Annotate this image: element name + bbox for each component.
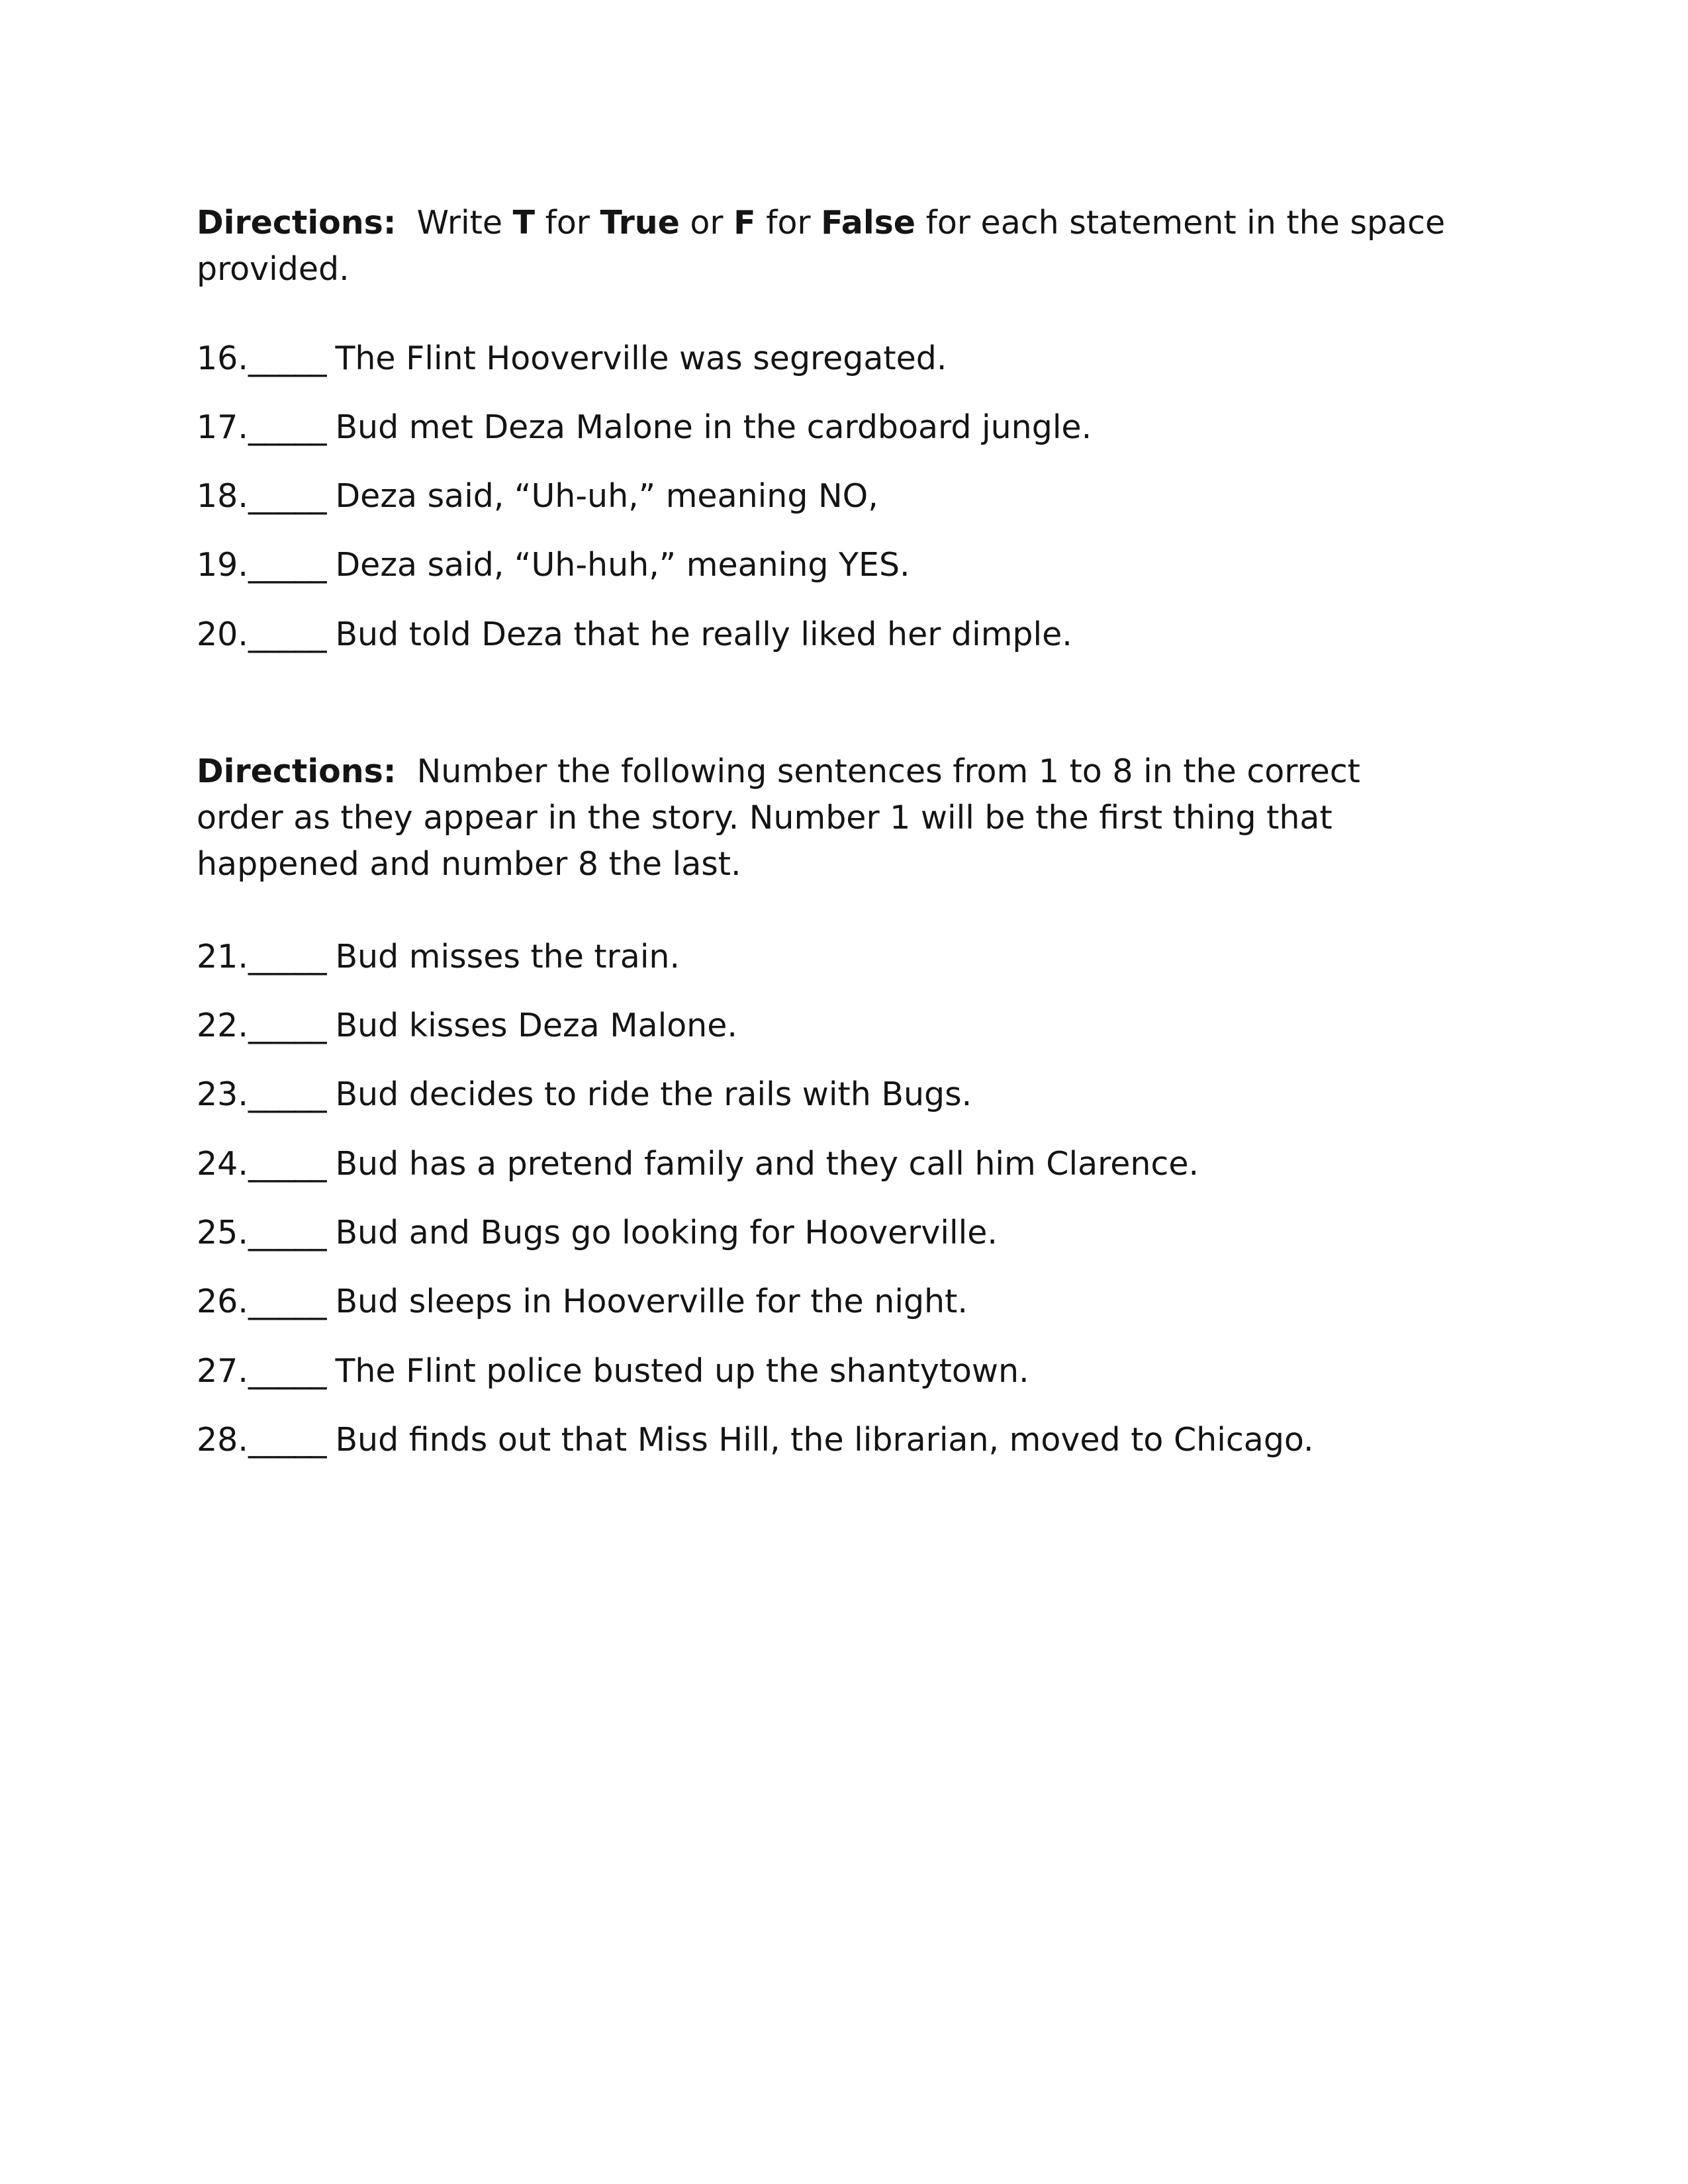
directions-bold-true: True: [600, 204, 680, 242]
question-text: Bud finds out that Miss Hill, the librarian, moved to Chicago.: [335, 1421, 1314, 1459]
question-text: Bud misses the train.: [335, 938, 680, 976]
directions-label: Directions:: [197, 752, 397, 790]
answer-blank[interactable]: _____: [248, 1283, 326, 1320]
question-number: 17.: [197, 408, 248, 446]
question-item: [197, 542, 1521, 588]
answer-blank[interactable]: _____: [248, 408, 326, 446]
question-item: [197, 1141, 1521, 1187]
directions-bold-false: False: [821, 204, 916, 242]
answer-blank[interactable]: _____: [248, 1007, 326, 1044]
question-number: 21.: [197, 938, 248, 976]
answer-blank[interactable]: _____: [248, 340, 326, 377]
answer-blank[interactable]: _____: [248, 1075, 326, 1113]
answer-blank[interactable]: _____: [248, 546, 326, 584]
question-item: [197, 612, 1521, 658]
question-number: 26.: [197, 1283, 248, 1320]
question-item: [197, 473, 1521, 520]
question-number: 27.: [197, 1352, 248, 1390]
question-number: 28.: [197, 1421, 248, 1459]
directions-ordering: [197, 749, 1454, 887]
answer-blank[interactable]: _____: [248, 615, 326, 653]
answer-blank[interactable]: _____: [248, 1145, 326, 1183]
question-number: 16.: [197, 340, 248, 377]
question-item: [197, 1210, 1521, 1256]
question-item: [197, 1348, 1521, 1394]
question-item: [197, 404, 1521, 451]
question-text: Bud kisses Deza Malone.: [335, 1007, 737, 1044]
directions-text: Number the following sentences from 1 to 8 in the correct order as they appear in the story. Number 1 will be the first thing that happened and number 8 the last.: [197, 752, 1360, 883]
question-text: The Flint Hooverville was segregated.: [335, 340, 947, 377]
directions-label: Directions:: [197, 204, 397, 242]
question-number: 24.: [197, 1145, 248, 1183]
directions-text-part: for: [535, 204, 600, 242]
question-text: Deza said, “Uh-huh,” meaning YES.: [335, 546, 910, 584]
question-text: Bud and Bugs go looking for Hooverville.: [335, 1214, 998, 1251]
answer-blank[interactable]: _____: [248, 1421, 326, 1459]
answer-blank[interactable]: _____: [248, 477, 326, 515]
question-text: Bud has a pretend family and they call him Clarence.: [335, 1145, 1199, 1183]
directions-bold-t: T: [512, 204, 535, 242]
question-number: 18.: [197, 477, 248, 515]
question-item: [197, 1417, 1521, 1463]
question-item: [197, 1071, 1521, 1118]
question-text: Deza said, “Uh-uh,” meaning NO,: [335, 477, 878, 515]
question-item: [197, 1279, 1521, 1325]
question-text: Bud met Deza Malone in the cardboard jungle.: [335, 408, 1092, 446]
question-item: [197, 934, 1521, 980]
question-number: 25.: [197, 1214, 248, 1251]
directions-text-part: Write: [416, 204, 513, 242]
question-number: 19.: [197, 546, 248, 584]
directions-text-part: or: [679, 204, 734, 242]
question-item: [197, 336, 1521, 382]
question-text: Bud sleeps in Hooverville for the night.: [335, 1283, 968, 1320]
directions-text-part: for each statement in the space provided.: [197, 204, 1446, 288]
answer-blank[interactable]: _____: [248, 1352, 326, 1390]
question-text: Bud decides to ride the rails with Bugs.: [335, 1075, 972, 1113]
question-number: 23.: [197, 1075, 248, 1113]
answer-blank[interactable]: _____: [248, 938, 326, 976]
question-item: [197, 1003, 1521, 1049]
question-text: The Flint police busted up the shantytown.: [335, 1352, 1029, 1390]
directions-true-false: [197, 200, 1454, 293]
question-number: 22.: [197, 1007, 248, 1044]
question-number: 20.: [197, 615, 248, 653]
directions-bold-f: F: [733, 204, 756, 242]
directions-text-part: for: [755, 204, 821, 242]
answer-blank[interactable]: _____: [248, 1214, 326, 1251]
question-text: Bud told Deza that he really liked her dimple.: [335, 615, 1072, 653]
